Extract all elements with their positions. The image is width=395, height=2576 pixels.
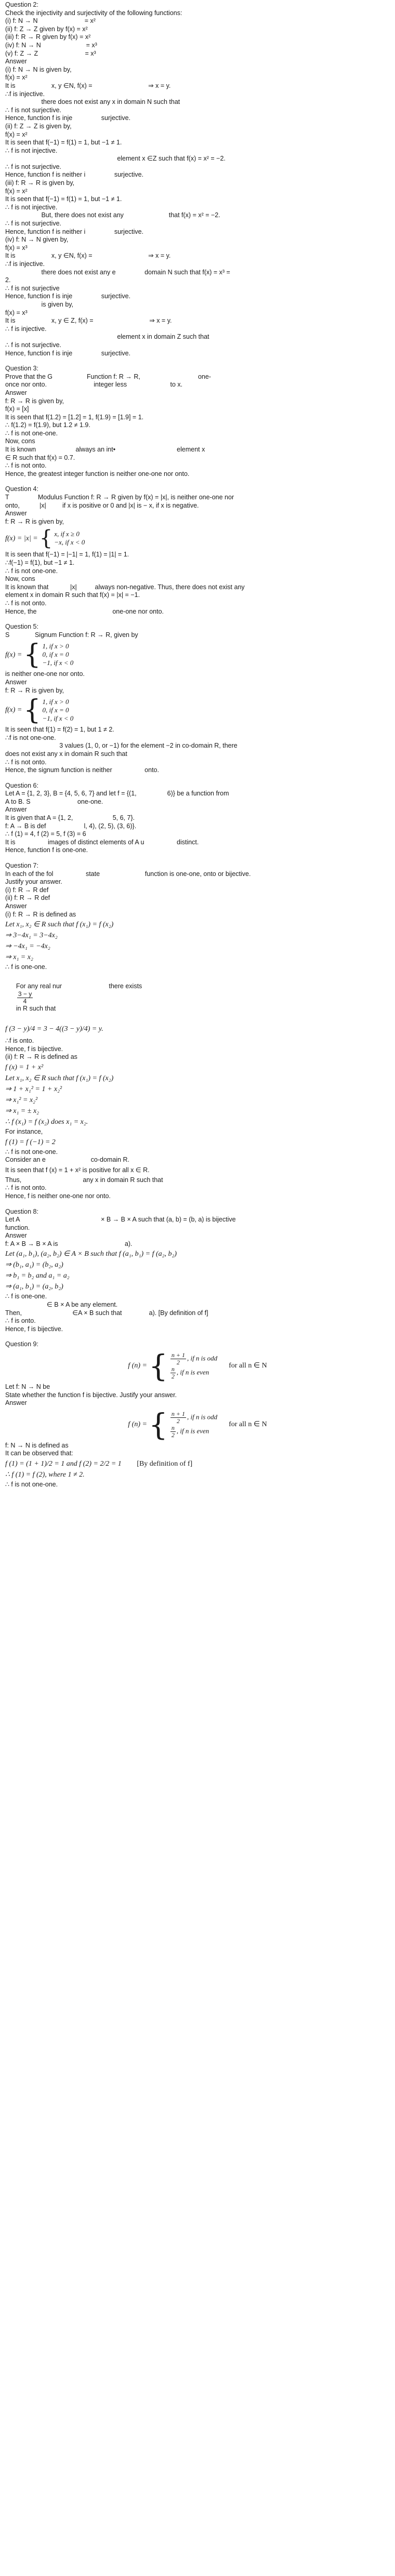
text-line: ∴ f is not one-one. (5, 429, 58, 437)
cases (169, 1411, 217, 1439)
text-line: ∴ f is not surjective. (5, 163, 61, 170)
text-line: It is seen that f(1.2) = [1.2] = 1, f(1.9) = [1.9] = 1. (5, 413, 144, 421)
signum-definition-repeat (5, 697, 390, 724)
brace-symbol: { (148, 1406, 168, 1442)
text-line: Hence, function f is inje surjective. (5, 349, 131, 357)
question-title: Question 8: (5, 1207, 38, 1215)
question-9 (5, 1340, 390, 1489)
fraction: $\frac{3 - y}{4}$ (18, 990, 32, 1005)
text-line: f(x) = [x] (5, 405, 29, 413)
question-5-body-c (5, 726, 390, 775)
text-line: (i) f: R → R def (5, 886, 49, 894)
text-line: ⇒ −4x₁ = −4x₂ (5, 942, 50, 951)
text-line: Hence, function f is inje surjective. (5, 114, 131, 122)
text-line: Answer (5, 806, 27, 814)
text-line: there does not exist any e domain N such that f(x) = x³ = (5, 268, 230, 276)
text-line: does not exist any x in domain R such that (5, 750, 127, 758)
brace-symbol: { (148, 1348, 168, 1384)
text-line: Hence, the signum function is neither onto. (5, 766, 159, 774)
text-line: ⇒ 1 + x₁² = 1 + x₂² (5, 1085, 62, 1093)
onto-line: For any real nur there exists $\frac{3 - y}{4}$ in R such that (16, 982, 142, 1012)
case-2: −x, if x < 0 (54, 538, 85, 547)
question-2-body (5, 9, 390, 358)
question-5-body-b (5, 670, 390, 695)
text-line: function. (5, 1224, 30, 1231)
text-line: f(x) = x³ (5, 309, 28, 316)
text-line: f(x) = x² (5, 130, 28, 138)
text-line: Answer (5, 1232, 27, 1240)
text-line: ∴ f is not injective. (5, 147, 58, 154)
fx-lhs: f(x) = |x| = (5, 534, 38, 542)
question-7-body-f (5, 1176, 390, 1201)
case-2: 0, if x = 0 (42, 706, 69, 714)
text-line: is neither one-one nor onto. (5, 670, 85, 678)
text-line: Then, ∈A × B such that a). [By definition of f] (5, 1309, 208, 1317)
question-title: Question 4: (5, 485, 38, 493)
text-line: For instance, (5, 1127, 43, 1135)
text-line: f(x) = x³ (5, 244, 28, 251)
text-line: ⇒ (a₁, b₁) = (a₂, b₂) (5, 1283, 63, 1291)
text-line: Answer (5, 1399, 27, 1407)
fx-definition: f (x) = 1 + x² (5, 1063, 44, 1071)
text-line: It is known that |x| always non-negative. Thus, there does not exist any (5, 583, 245, 591)
observation-tail: ∴ f (1) = f (2), where 1 ≠ 2. (5, 1471, 85, 1479)
question-title: Question 7: (5, 862, 38, 870)
text-line: element x in domain R such that f(x) = |x| = −1. (5, 591, 140, 599)
text-line: (i) f: N → N = x² (5, 17, 96, 25)
text-line: In each of the fol state function is one-one, onto or bijective. (5, 870, 251, 878)
text-line: ∴f is not one-one. (5, 734, 56, 741)
cases (42, 642, 73, 667)
case-odd: $\frac{n + 1}{2}$ , if n is odd (171, 1410, 218, 1425)
question-2 (5, 1, 390, 357)
one-one-proof-1 (5, 920, 390, 962)
question-7-body-d (5, 1128, 390, 1136)
text-line: ∴ f is not onto. (5, 599, 47, 607)
text-line: It is known always an int• element x (5, 446, 205, 454)
piecewise-definition-repeat: f (n) = { $\frac{n + 1}{2}$ , if n is odd $\frac{n}{2}$ , if n is even for all n ∈ N (128, 1406, 267, 1442)
positive-line: It is seen that f (x) = 1 + x² is positive for all x ∈ R. (5, 1166, 150, 1174)
case-even: $\frac{n}{2}$ , if n is even (171, 1365, 209, 1380)
text-line: (v) f: Z → Z = x³ (5, 49, 96, 57)
text-line: ⇒ 3−4x₁ = 3−4x₂ (5, 932, 58, 940)
text-line: State whether the function f is bijective. Justify your answer. (5, 1391, 177, 1399)
text-line: Hence, function f is neither i surjective. (5, 171, 144, 179)
text-line: there does not exist any x in domain N such that (5, 98, 180, 106)
case-1: 1, if x > 0 (42, 698, 69, 706)
text-line: It is x, y ∈ Z, f(x) = ⇒ x = y. (5, 317, 172, 325)
text-line: ∴f is injective. (5, 90, 45, 98)
text-line: ∴ f is injective. (5, 325, 47, 333)
question-title: Question 6: (5, 781, 38, 789)
text-line: S Signum Function f: R → R, given by (5, 631, 138, 639)
text-line: ∴ f is one-one. (5, 1293, 47, 1300)
text-line: ∴ f is not onto. (5, 462, 47, 470)
case-1: x, if x ≥ 0 (54, 530, 80, 538)
question-7 (5, 862, 390, 1200)
cases (42, 698, 73, 723)
text-line: It is seen that f(−1) = f(1) = 1, but −1 ≠ 1. (5, 139, 122, 147)
question-7-body-e (5, 1148, 390, 1164)
text-line: onto, |x| if x is positive or 0 and |x| is − x, if x is negative. (5, 501, 199, 509)
brace-symbol: { (23, 695, 41, 726)
text-line: Let (a₁, b₁), (a₂, b₂) ∈ A × B such that f (a₁, b₁) = f (a₂, b₂) (5, 1250, 177, 1258)
text-line: Hence, f is bijective. (5, 1325, 63, 1333)
text-line: f(x) = x² (5, 187, 28, 195)
question-4-body-b (5, 551, 390, 616)
text-line: Answer (5, 58, 27, 65)
question-3 (5, 365, 390, 478)
text-line: (ii) f: R → R def (5, 894, 50, 902)
text-line: Let A = {1, 2, 3}, B = {4, 5, 6, 7} and let f = {(1, 6)} be a function from (5, 790, 229, 798)
case-even: $\frac{n}{2}$ , if n is even (171, 1424, 209, 1439)
text-line: ⇒ x₁ = x₂ (5, 953, 33, 962)
fx-lhs: f(x) = (5, 706, 22, 714)
text-line: Let x₁, x₂ ∈ R such that f (x₁) = f (x₂) (5, 1074, 114, 1082)
text-line: Let x₁, x₂ ∈ R such that f (x₁) = f (x₂) (5, 921, 114, 929)
text-line: ∴ f is not one-one. (5, 1148, 58, 1156)
instance-eq: f (1) = f (−1) = 2 (5, 1138, 56, 1146)
text-line: Let A × B → B × A such that (a, b) = (b, a) is bijective (5, 1216, 236, 1224)
brace-symbol: { (23, 639, 41, 671)
text-line: ∴ f is not surjective. (5, 106, 61, 114)
question-4-body-a (5, 494, 390, 526)
case-2: 0, if x = 0 (42, 650, 69, 659)
text-line: Answer (5, 510, 27, 517)
text-line: 2. (5, 276, 11, 284)
brace-symbol: { (39, 526, 53, 551)
text-line: ∴ f is not onto. (5, 758, 47, 766)
text-line: Answer (5, 389, 27, 396)
question-7-body-b (5, 963, 390, 972)
text-line: (iii) f: R → R given by f(x) = x² (5, 33, 91, 41)
text-line: Now, cons (5, 575, 35, 583)
question-title: Question 5: (5, 623, 38, 631)
case-1: 1, if x > 0 (42, 642, 69, 650)
text-line: Let f: N → N be (5, 1383, 50, 1391)
text-line: Hence, the one-one nor onto. (5, 607, 164, 615)
text-line: Hence, function f is one-one. (5, 846, 88, 854)
text-line: ∴ f is not surjective. (5, 341, 61, 349)
text-line: Check the injectivity and surjectivity of the following functions: (5, 9, 182, 17)
question-7-body-a (5, 870, 390, 919)
text-line: It is images of distinct elements of A u distinct. (5, 838, 199, 846)
text-line: is given by, (5, 300, 74, 308)
text-line: ∴f(−1) = f(1), but −1 ≠ 1. (5, 559, 75, 566)
question-9-body-a (5, 1383, 390, 1407)
text-line: ∴ f (1) = 4, f (2) = 5, f (3) = 6 (5, 830, 86, 838)
signum-definition (5, 639, 390, 671)
text-line: It is x, y ∈N, f(x) = ⇒ x = y. (5, 82, 171, 89)
text-line: Hence, the greatest integer function is neither one-one nor onto. (5, 470, 190, 477)
text-line: Hence, function f is inje surjective. (5, 293, 131, 300)
text-line: ∴ f(1.2) = f(1.9), but 1.2 ≠ 1.9. (5, 421, 90, 429)
text-line: Thus, any x in domain R such that (5, 1176, 163, 1184)
text-line: (ii) f: Z → Z is given by, (5, 122, 72, 130)
case-3: −1, if x < 0 (42, 714, 74, 723)
text-line: (i) f: N → N is given by, (5, 65, 72, 73)
question-5 (5, 623, 390, 775)
text-line: ∴ f is not surjective (5, 284, 60, 292)
does-not-imply: ∴ f (x₁) = f (x₂) does x₁ = x₂. (5, 1118, 88, 1126)
text-line: ∴ f is not one-one. (5, 567, 58, 575)
text-line: It is seen that f(−1) = f(1) = 1, but −1 ≠ 1. (5, 195, 122, 203)
question-8-body-b (5, 1293, 390, 1333)
text-line: f: R → R is given by, (5, 517, 64, 525)
fx-lhs: f(x) = (5, 650, 22, 659)
text-line: ∴ f is not injective. (5, 203, 58, 211)
question-7-body-c (5, 1037, 390, 1061)
text-line: Now, cons (5, 437, 35, 445)
text-line: ∈ R such that f(x) = 0.7. (5, 454, 75, 461)
text-line: ∴f is injective. (5, 260, 45, 268)
text-line: T Modulus Function f: R → R given by f(x) = |x|, is neither one-one nor (5, 494, 234, 501)
text-line: Answer (5, 902, 27, 910)
text-line: f: R → R is given by, (5, 686, 64, 694)
text-line: ∴ f is not onto. (5, 1184, 47, 1192)
text-line: (iv) f: N → N given by, (5, 236, 69, 244)
text-line: It is seen that f(−1) = |−1| = 1, f(1) = |1| = 1. (5, 551, 129, 559)
text-line: (ii) f: R → R is defined as (5, 1053, 77, 1061)
for-all: for all n ∈ N (229, 1362, 267, 1370)
question-6-body (5, 790, 390, 855)
text-line: ⇒ x₁² = x₂² (5, 1096, 38, 1104)
one-one-proof (5, 1249, 390, 1292)
text-line: It is seen that f(1) = f(2) = 1, but 1 ≠ 2. (5, 726, 114, 734)
for-all: for all n ∈ N (229, 1420, 267, 1429)
cases (54, 530, 85, 547)
question-5-body-a (5, 631, 390, 640)
text-line: f: A → B is def l, 4), (2, 5), (3, 6)}. (5, 822, 137, 830)
case-odd: $\frac{n + 1}{2}$ , if n is odd (171, 1351, 218, 1366)
text-line: Justify your answer. (5, 878, 62, 886)
text-line: ⇒ (b₁, a₁) = (b₂, a₂) (5, 1261, 63, 1269)
question-3-body (5, 373, 390, 479)
text-line: It is x, y ∈N, f(x) = ⇒ x = y. (5, 252, 171, 260)
text-line: It is given that A = {1, 2, 5, 6, 7}. (5, 814, 135, 822)
piecewise-definition: f (n) = { $\frac{n + 1}{2}$ , if n is odd $\frac{n}{2}$ , if n is even for all n ∈ N (128, 1348, 267, 1384)
text-line: ∴ f is one-one. (5, 963, 47, 971)
text-line: Hence, function f is neither i surjective. (5, 228, 144, 235)
question-6 (5, 782, 390, 855)
text-line: Hence, f is neither one-one nor onto. (5, 1192, 111, 1200)
text-line: ∴f is onto. (5, 1037, 34, 1045)
text-line: ⇒ x₁ = ± x₂ (5, 1107, 40, 1115)
text-line: 3 values (1, 0, or −1) for the element −2 in co-domain R, there (5, 742, 238, 750)
text-line: But, there does not exist any that f(x) = x² = −2. (5, 211, 220, 219)
text-line: f: R → R is given by, (5, 397, 64, 405)
question-9-body-b (5, 1442, 390, 1458)
case-3: −1, if x < 0 (42, 659, 74, 667)
text-line: ∈ B × A be any element. (5, 1301, 118, 1309)
text-line: f: N → N is defined as (5, 1441, 69, 1449)
question-title: Question 2: (5, 1, 38, 8)
text-line: ⇒ b₁ = b₂ and a₁ = a₂ (5, 1272, 70, 1280)
question-8 (5, 1208, 390, 1334)
text-line: Answer (5, 678, 27, 686)
text-line: ∴ f is not surjective. (5, 220, 61, 228)
onto-equation: f (3 − y)/4 = 3 − 4((3 − y)/4) = y. (5, 1025, 103, 1033)
text-line: A to B. S one-one. (5, 798, 103, 805)
text-line: ∴ f is onto. (5, 1317, 36, 1325)
text-line: (i) f: R → R is defined as (5, 910, 76, 918)
text-line: Prove that the G Function f: R → R, one- (5, 373, 211, 380)
final-line: ∴ f is not one-one. (5, 1481, 58, 1488)
text-line: f: A × B → B × A is a). (5, 1240, 133, 1247)
text-line: once nor onto. integer less to x. (5, 381, 183, 389)
text-line: (iv) f: N → N = x³ (5, 41, 97, 49)
text-line: f(x) = x² (5, 74, 28, 82)
question-4 (5, 485, 390, 616)
question-title: Question 9: (5, 1340, 38, 1348)
text-line: It can be observed that: (5, 1450, 73, 1457)
observation-eq: f (1) = (1 + 1)/2 = 1 and f (2) = 2/2 = 1 [By definition of f] (5, 1460, 193, 1468)
text-line: element x in domain Z such that (5, 333, 209, 341)
question-title: Question 3: (5, 365, 38, 373)
question-8-body-a (5, 1216, 390, 1248)
text-line: (ii) f: Z → Z given by f(x) = x² (5, 25, 88, 33)
text-line: Hence, f is bijective. (5, 1045, 63, 1053)
cases (169, 1352, 217, 1380)
one-one-proof-2 (5, 1073, 390, 1116)
text-line: element x ∈Z such that f(x) = x² = −2. (5, 155, 226, 163)
text-line: (iii) f: R → R is given by, (5, 179, 75, 187)
modulus-definition (5, 528, 390, 549)
text-line: Consider an e co-domain R. (5, 1156, 129, 1164)
